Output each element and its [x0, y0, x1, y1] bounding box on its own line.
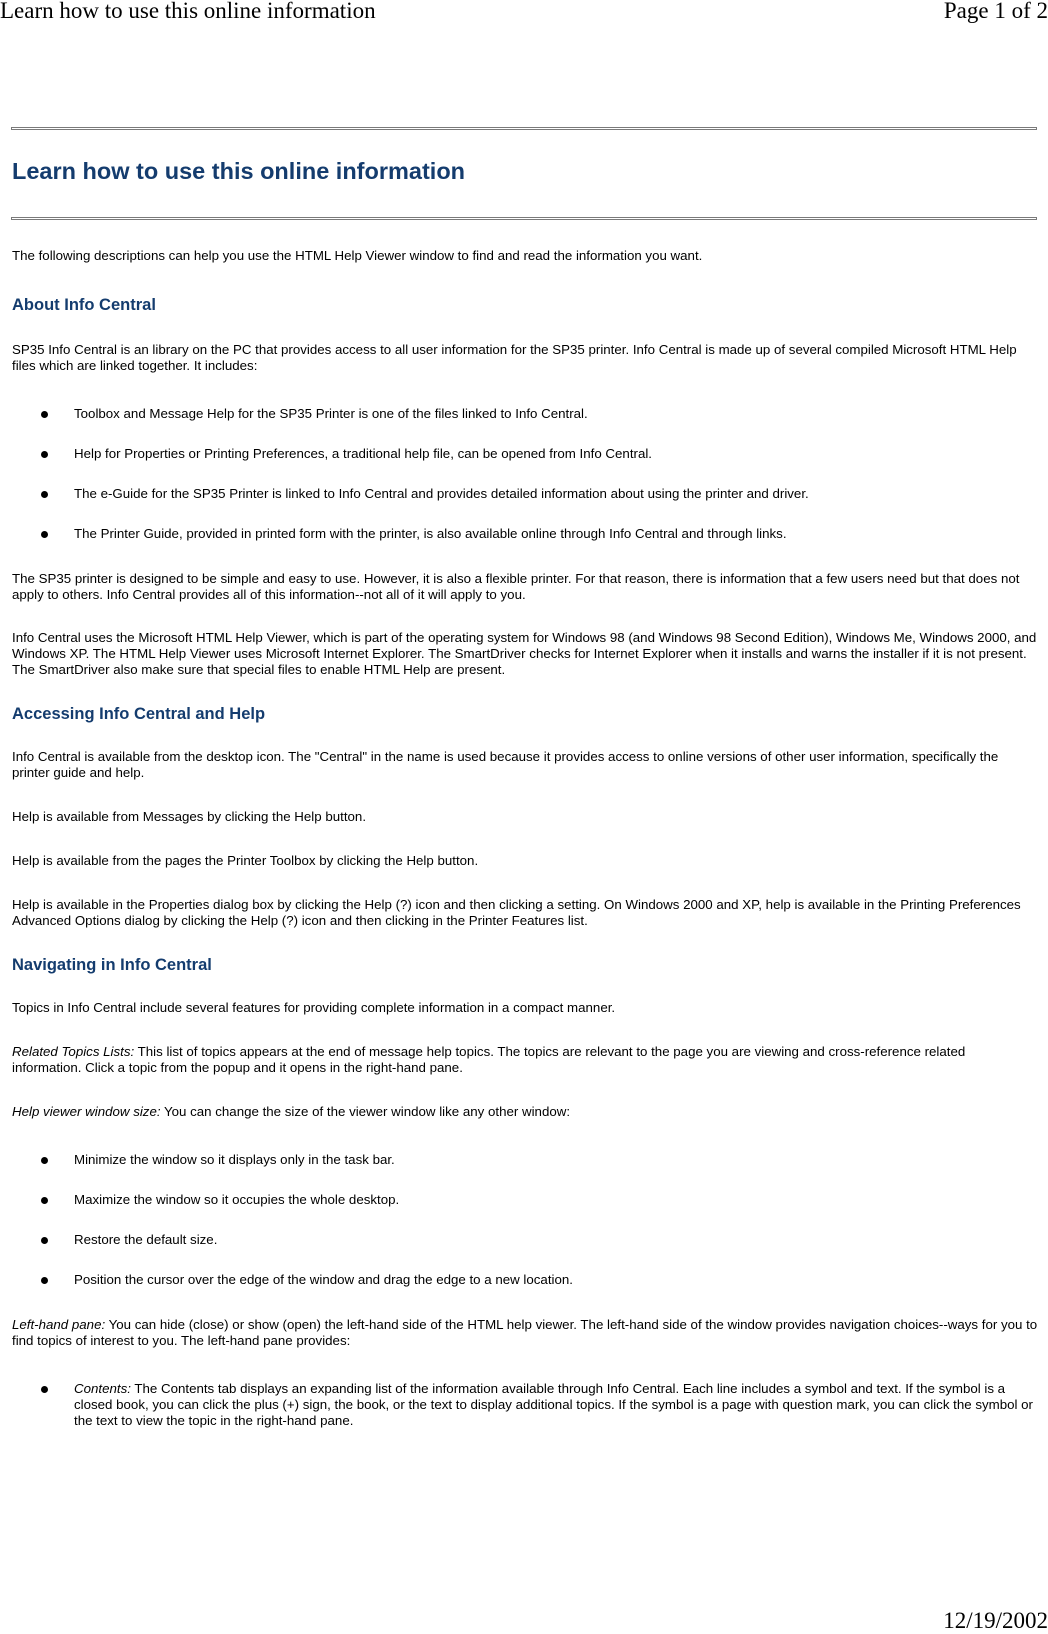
bullet-icon [41, 411, 48, 418]
list-item [12, 1192, 1038, 1208]
print-footer-date: 12/19/2002 [943, 1608, 1048, 1633]
bullet-icon [41, 1237, 48, 1244]
list-item [12, 1232, 1038, 1248]
bullet-icon [41, 1277, 48, 1284]
window-size-paragraph [12, 1104, 1038, 1120]
list-item [12, 1381, 1038, 1429]
list-item [12, 1152, 1038, 1168]
bullet-icon [41, 491, 48, 498]
accessing-heading: Accessing Info Central and Help [12, 705, 266, 723]
about-heading: About Info Central [12, 296, 156, 314]
bullet-icon [41, 451, 48, 458]
list-item-text: The Printer Guide, provided in printed form with the printer, is also available online through Info Central and through links. [74, 526, 787, 541]
list-item-text: Restore the default size. [74, 1232, 218, 1247]
about-list [12, 406, 1038, 542]
navigating-paragraph-1: Topics in Info Central include several features for providing complete information in a compact manner. [12, 1000, 616, 1015]
left-hand-pane-label: Left-hand pane: [12, 1317, 106, 1332]
bullet-icon [41, 1157, 48, 1164]
left-hand-pane-text: You can hide (close) or show (open) the left-hand side of the HTML help viewer. The left-hand side of the window provides navigation choices--ways for you to find topics of interest to you. The left-hand pane provides: [12, 1317, 1038, 1348]
contents-label: Contents: [74, 1381, 131, 1396]
title-top-rule [11, 127, 1037, 130]
accessing-paragraph-2: Help is available from Messages by clicking the Help button. [12, 809, 367, 824]
list-item [12, 446, 1038, 462]
list-item [12, 406, 1038, 422]
related-topics-text: This list of topics appears at the end of message help topics. The topics are relevant to the page you are viewing and cross-reference related information. Click a topic from the popup and it opens in the right-hand pane. [12, 1044, 966, 1075]
accessing-paragraph-3: Help is available from the pages the Printer Toolbox by clicking the Help button. [12, 853, 479, 868]
intro-paragraph: The following descriptions can help you use the HTML Help Viewer window to find and read the information you want. [12, 248, 703, 263]
list-item [12, 486, 1038, 502]
list-item-text: Maximize the window so it occupies the whole desktop. [74, 1192, 400, 1207]
contents-text: The Contents tab displays an expanding list of the information available through Info Central. Each line includes a symbol and text. If the symbol is a closed book, you can click the plus (+) sign, the book, or the text to display additional topics. If the symbol is a page with question mark, you can click the symbol or the text to view the topic in the right-hand pane. [74, 1381, 1033, 1428]
list-item-text: The e-Guide for the SP35 Printer is linked to Info Central and provides detailed information about using the printer and driver. [74, 486, 809, 501]
page-title: Learn how to use this online information [12, 158, 466, 184]
window-size-label: Help viewer window size: [12, 1104, 161, 1119]
window-size-text: You can change the size of the viewer window like any other window: [160, 1104, 571, 1119]
navigating-heading: Navigating in Info Central [12, 956, 212, 974]
left-hand-pane-paragraph [12, 1317, 1038, 1349]
accessing-paragraph-1: Info Central is available from the desktop icon. The "Central" in the name is used because it provides access to online versions of other user information, specifically the printer guide and help. [12, 749, 999, 780]
list-item-text: Position the cursor over the edge of the window and drag the edge to a new location. [74, 1272, 573, 1287]
about-paragraph-3: Info Central uses the Microsoft HTML Help Viewer, which is part of the operating system for Windows 98 (and Windows 98 Second Edition), Windows Me, Windows 2000, and Windows XP. The HTML Help Viewer uses Microsoft Internet Explorer. The SmartDriver checks for Internet Explorer when it installs and warns the installer if it is not present. The SmartDriver also make sure that special files to enable HTML Help are present. [12, 630, 1037, 677]
list-item [12, 526, 1038, 542]
document-body [12, 248, 1038, 1429]
bullet-icon [41, 1197, 48, 1204]
list-item-text: Help for Properties or Printing Preferences, a traditional help file, can be opened from Info Central. [74, 446, 652, 461]
window-size-list [12, 1152, 1038, 1288]
related-topics-label: Related Topics Lists: [12, 1044, 135, 1059]
accessing-paragraph-4: Help is available in the Properties dialog box by clicking the Help (?) icon and then clicking a setting. On Windows 2000 and XP, help is available in the Printing Preferences Advanced Options dialog by clicking the Help (?) icon and then clicking in the Printer Features list. [12, 897, 1021, 928]
print-header-page-number: Page 1 of 2 [943, 0, 1048, 23]
list-item-text: Minimize the window so it displays only in the task bar. [74, 1152, 395, 1167]
about-paragraph-1: SP35 Info Central is an library on the PC that provides access to all user information for the SP35 printer. Info Central is made up of several compiled Microsoft HTML Help files which are linked together. It includes: [12, 342, 1017, 373]
print-header-title: Learn how to use this online information [0, 0, 376, 23]
title-bottom-rule [11, 217, 1037, 220]
about-paragraph-2: The SP35 printer is designed to be simple and easy to use. However, it is also a flexible printer. For that reason, there is information that a few users need but that does not apply to others. Info Central provides all of this information--not all of it will apply to you. [12, 571, 1020, 602]
bullet-icon [41, 1386, 48, 1393]
left-hand-pane-list [12, 1381, 1038, 1429]
list-item [12, 1272, 1038, 1288]
related-topics-paragraph [12, 1044, 1038, 1076]
bullet-icon [41, 531, 48, 538]
list-item-text: Toolbox and Message Help for the SP35 Printer is one of the files linked to Info Central. [74, 406, 588, 421]
